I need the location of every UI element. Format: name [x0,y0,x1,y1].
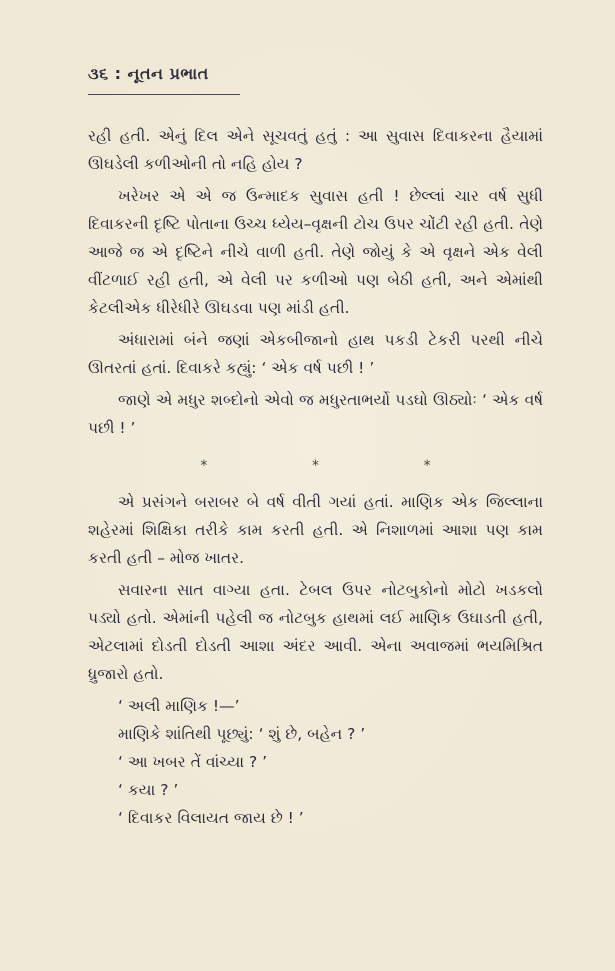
section-divider [88,452,543,480]
page-number: ૩૬ [88,64,109,83]
paragraph-5: એ પ્રસંગને બરાબર બે વર્ષ વીતી ગયાં હતાં. માણિક એક જિલ્લાના શહેરમાં શિક્ષિકા તરીકે કામ કરતી હતી. એ નિશાળમાં આશા પણ કામ કરતી હતી – મોજ ખાતર. [88,493,543,567]
running-header [88,64,209,84]
paragraph-1: રહી હતી. એનું દિલ એને સૂચવતું હતું : આ સુવાસ દિવાકરના હૈયામાં ઊઘડેલી કળીઓની તો નહિ હોય ? [88,127,543,173]
dialogue-line: માણિકે શાંતિથી પૂછ્યું: ‘ શું છે, બહેન ? ’ [118,725,366,743]
dialogue-line: ‘ અલી માણિક !—’ [118,697,240,715]
divider-star: * [200,458,208,474]
paragraph-4: જાણે એ મધુર શબ્દોનો એવો જ મધુરતાભર્યો પડઘો ઊઠ્યોઃ ‘ એક વર્ષ પછી ! ’ [88,391,543,437]
divider-star: * [311,458,319,474]
dialogue-line: ‘ દિવાકર વિલાયત જાય છે ! ’ [118,809,304,827]
dialogue-line: ‘ કયા ? ’ [118,781,179,799]
dialogue-line: ‘ આ ખબર તેં વાંચ્યા ? ’ [118,753,268,771]
paragraph-6: સવારના સાત વાગ્યા હતા. ટેબલ ઉપર નોટબુકોનો મોટો ખડકલો પડ્યો હતો. એમાંની પહેલી જ નોટબુક હાથમાં લઈ માણિક ઉઘાડતી હતી, એટલામાં દોડતી દોડતી આશા અંદર આવી. એના અવાજમાં ભયમિશ્રિત ધ્રુજારો હતો. [88,581,543,683]
paragraph-2: ખરેખર એ એ જ ઉન્માદક સુવાસ હતી ! છેલ્લાં ચાર વર્ષ સુધી દિવાકરની દૃષ્ટિ પોતાના ઉચ્ચ ધ્યેય–વૃક્ષની ટોચ ઉપર ચોંટી રહી હતી. તેણે આજે જ એ દૃષ્ટિને નીચે વાળી હતી. તેણે જોયું કે એ વૃક્ષને એક વેલી વીંટળાઈ રહી હતી, એ વેલી પર કળીઓ પણ બેઠી હતી, અને એમાંથી કેટલીએક ધીરેધીરે ઊઘડવા પણ માંડી હતી. [88,187,543,317]
book-title: નૂતન પ્રભાત [127,64,209,83]
header-separator: : [114,64,122,83]
paragraph-3: અંધારામાં બંને જણાં એકબીજાનો હાથ પકડી ટેકરી પરથી નીચે ઊતરતાં હતાં. દિવાકરે કહ્યું: ‘ એક વર્ષ પછી ! ’ [88,331,543,377]
page-body [88,122,543,832]
header-underline [88,94,240,95]
divider-star: * [423,458,431,474]
